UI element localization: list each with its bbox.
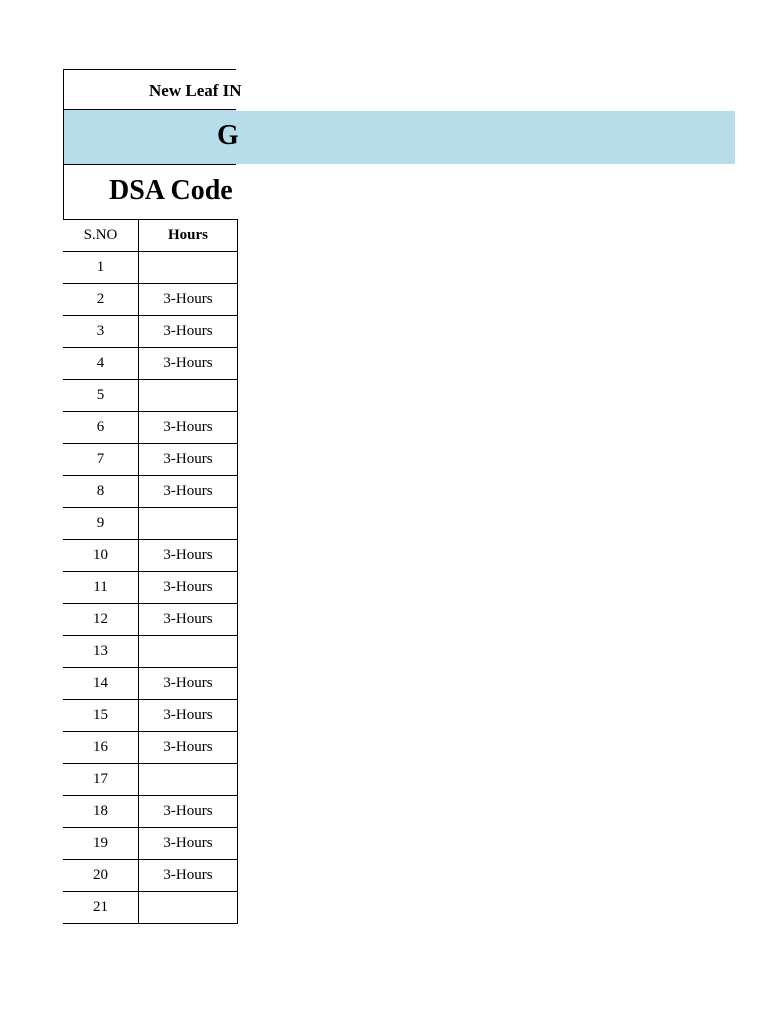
table-row	[63, 316, 238, 348]
table-row	[63, 252, 238, 284]
cell-hours[interactable]: 3-Hours	[139, 604, 238, 636]
table-row	[63, 764, 238, 796]
cell-hours[interactable]	[139, 380, 238, 412]
subtitle-row	[63, 109, 239, 164]
table-row	[63, 540, 238, 572]
cell-sno[interactable]: 10	[63, 540, 139, 572]
cell-sno[interactable]: 14	[63, 668, 139, 700]
cell-hours[interactable]	[139, 508, 238, 540]
title-row	[63, 69, 242, 109]
table-row	[63, 380, 238, 412]
cell-sno[interactable]: 7	[63, 444, 139, 476]
table-row	[63, 636, 238, 668]
cell-sno[interactable]: 4	[63, 348, 139, 380]
cell-sno[interactable]: 17	[63, 764, 139, 796]
cell-sno[interactable]: 6	[63, 412, 139, 444]
sheet-title: New Leaf IN	[149, 81, 242, 100]
table-row	[63, 508, 238, 540]
cell-hours[interactable]: 3-Hours	[139, 732, 238, 764]
cell-sno[interactable]: 21	[63, 892, 139, 924]
cell-hours[interactable]: 3-Hours	[139, 668, 238, 700]
cell-sno[interactable]: 16	[63, 732, 139, 764]
column-header-hours: Hours	[139, 220, 238, 252]
table-row	[63, 892, 238, 924]
cell-sno[interactable]: 11	[63, 572, 139, 604]
cell-hours[interactable]: 3-Hours	[139, 444, 238, 476]
cell-hours[interactable]: 3-Hours	[139, 316, 238, 348]
cell-hours[interactable]: 3-Hours	[139, 860, 238, 892]
cell-sno[interactable]: 8	[63, 476, 139, 508]
cell-hours[interactable]: 3-Hours	[139, 796, 238, 828]
sheet-subtitle: G	[217, 120, 239, 151]
cell-hours[interactable]	[139, 636, 238, 668]
cell-sno[interactable]: 18	[63, 796, 139, 828]
cell-sno[interactable]: 3	[63, 316, 139, 348]
table-header-row	[63, 220, 238, 252]
cell-hours[interactable]: 3-Hours	[139, 828, 238, 860]
cell-sno[interactable]: 15	[63, 700, 139, 732]
schedule-table	[63, 219, 238, 924]
cell-hours[interactable]: 3-Hours	[139, 700, 238, 732]
table-row	[63, 412, 238, 444]
table-row	[63, 700, 238, 732]
cell-sno[interactable]: 20	[63, 860, 139, 892]
cell-hours[interactable]: 3-Hours	[139, 284, 238, 316]
table-row	[63, 668, 238, 700]
spreadsheet	[63, 69, 242, 924]
cell-sno[interactable]: 13	[63, 636, 139, 668]
dsa-code-label: DSA Code	[109, 175, 233, 206]
header-band-extension	[236, 111, 735, 164]
code-row	[63, 164, 236, 219]
table-row	[63, 604, 238, 636]
cell-sno[interactable]: 19	[63, 828, 139, 860]
cell-hours[interactable]	[139, 764, 238, 796]
cell-hours[interactable]: 3-Hours	[139, 540, 238, 572]
cell-hours[interactable]	[139, 892, 238, 924]
cell-sno[interactable]: 9	[63, 508, 139, 540]
table-row	[63, 796, 238, 828]
table-row	[63, 828, 238, 860]
cell-hours[interactable]	[139, 252, 238, 284]
column-header-sno: S.NO	[63, 220, 139, 252]
cell-hours[interactable]: 3-Hours	[139, 348, 238, 380]
cell-hours[interactable]: 3-Hours	[139, 572, 238, 604]
cell-sno[interactable]: 2	[63, 284, 139, 316]
table-row	[63, 348, 238, 380]
table-row	[63, 860, 238, 892]
cell-hours[interactable]: 3-Hours	[139, 476, 238, 508]
cell-sno[interactable]: 5	[63, 380, 139, 412]
cell-hours[interactable]: 3-Hours	[139, 412, 238, 444]
table-row	[63, 732, 238, 764]
table-row	[63, 284, 238, 316]
cell-sno[interactable]: 12	[63, 604, 139, 636]
table-row	[63, 444, 238, 476]
table-row	[63, 476, 238, 508]
table-row	[63, 572, 238, 604]
cell-sno[interactable]: 1	[63, 252, 139, 284]
